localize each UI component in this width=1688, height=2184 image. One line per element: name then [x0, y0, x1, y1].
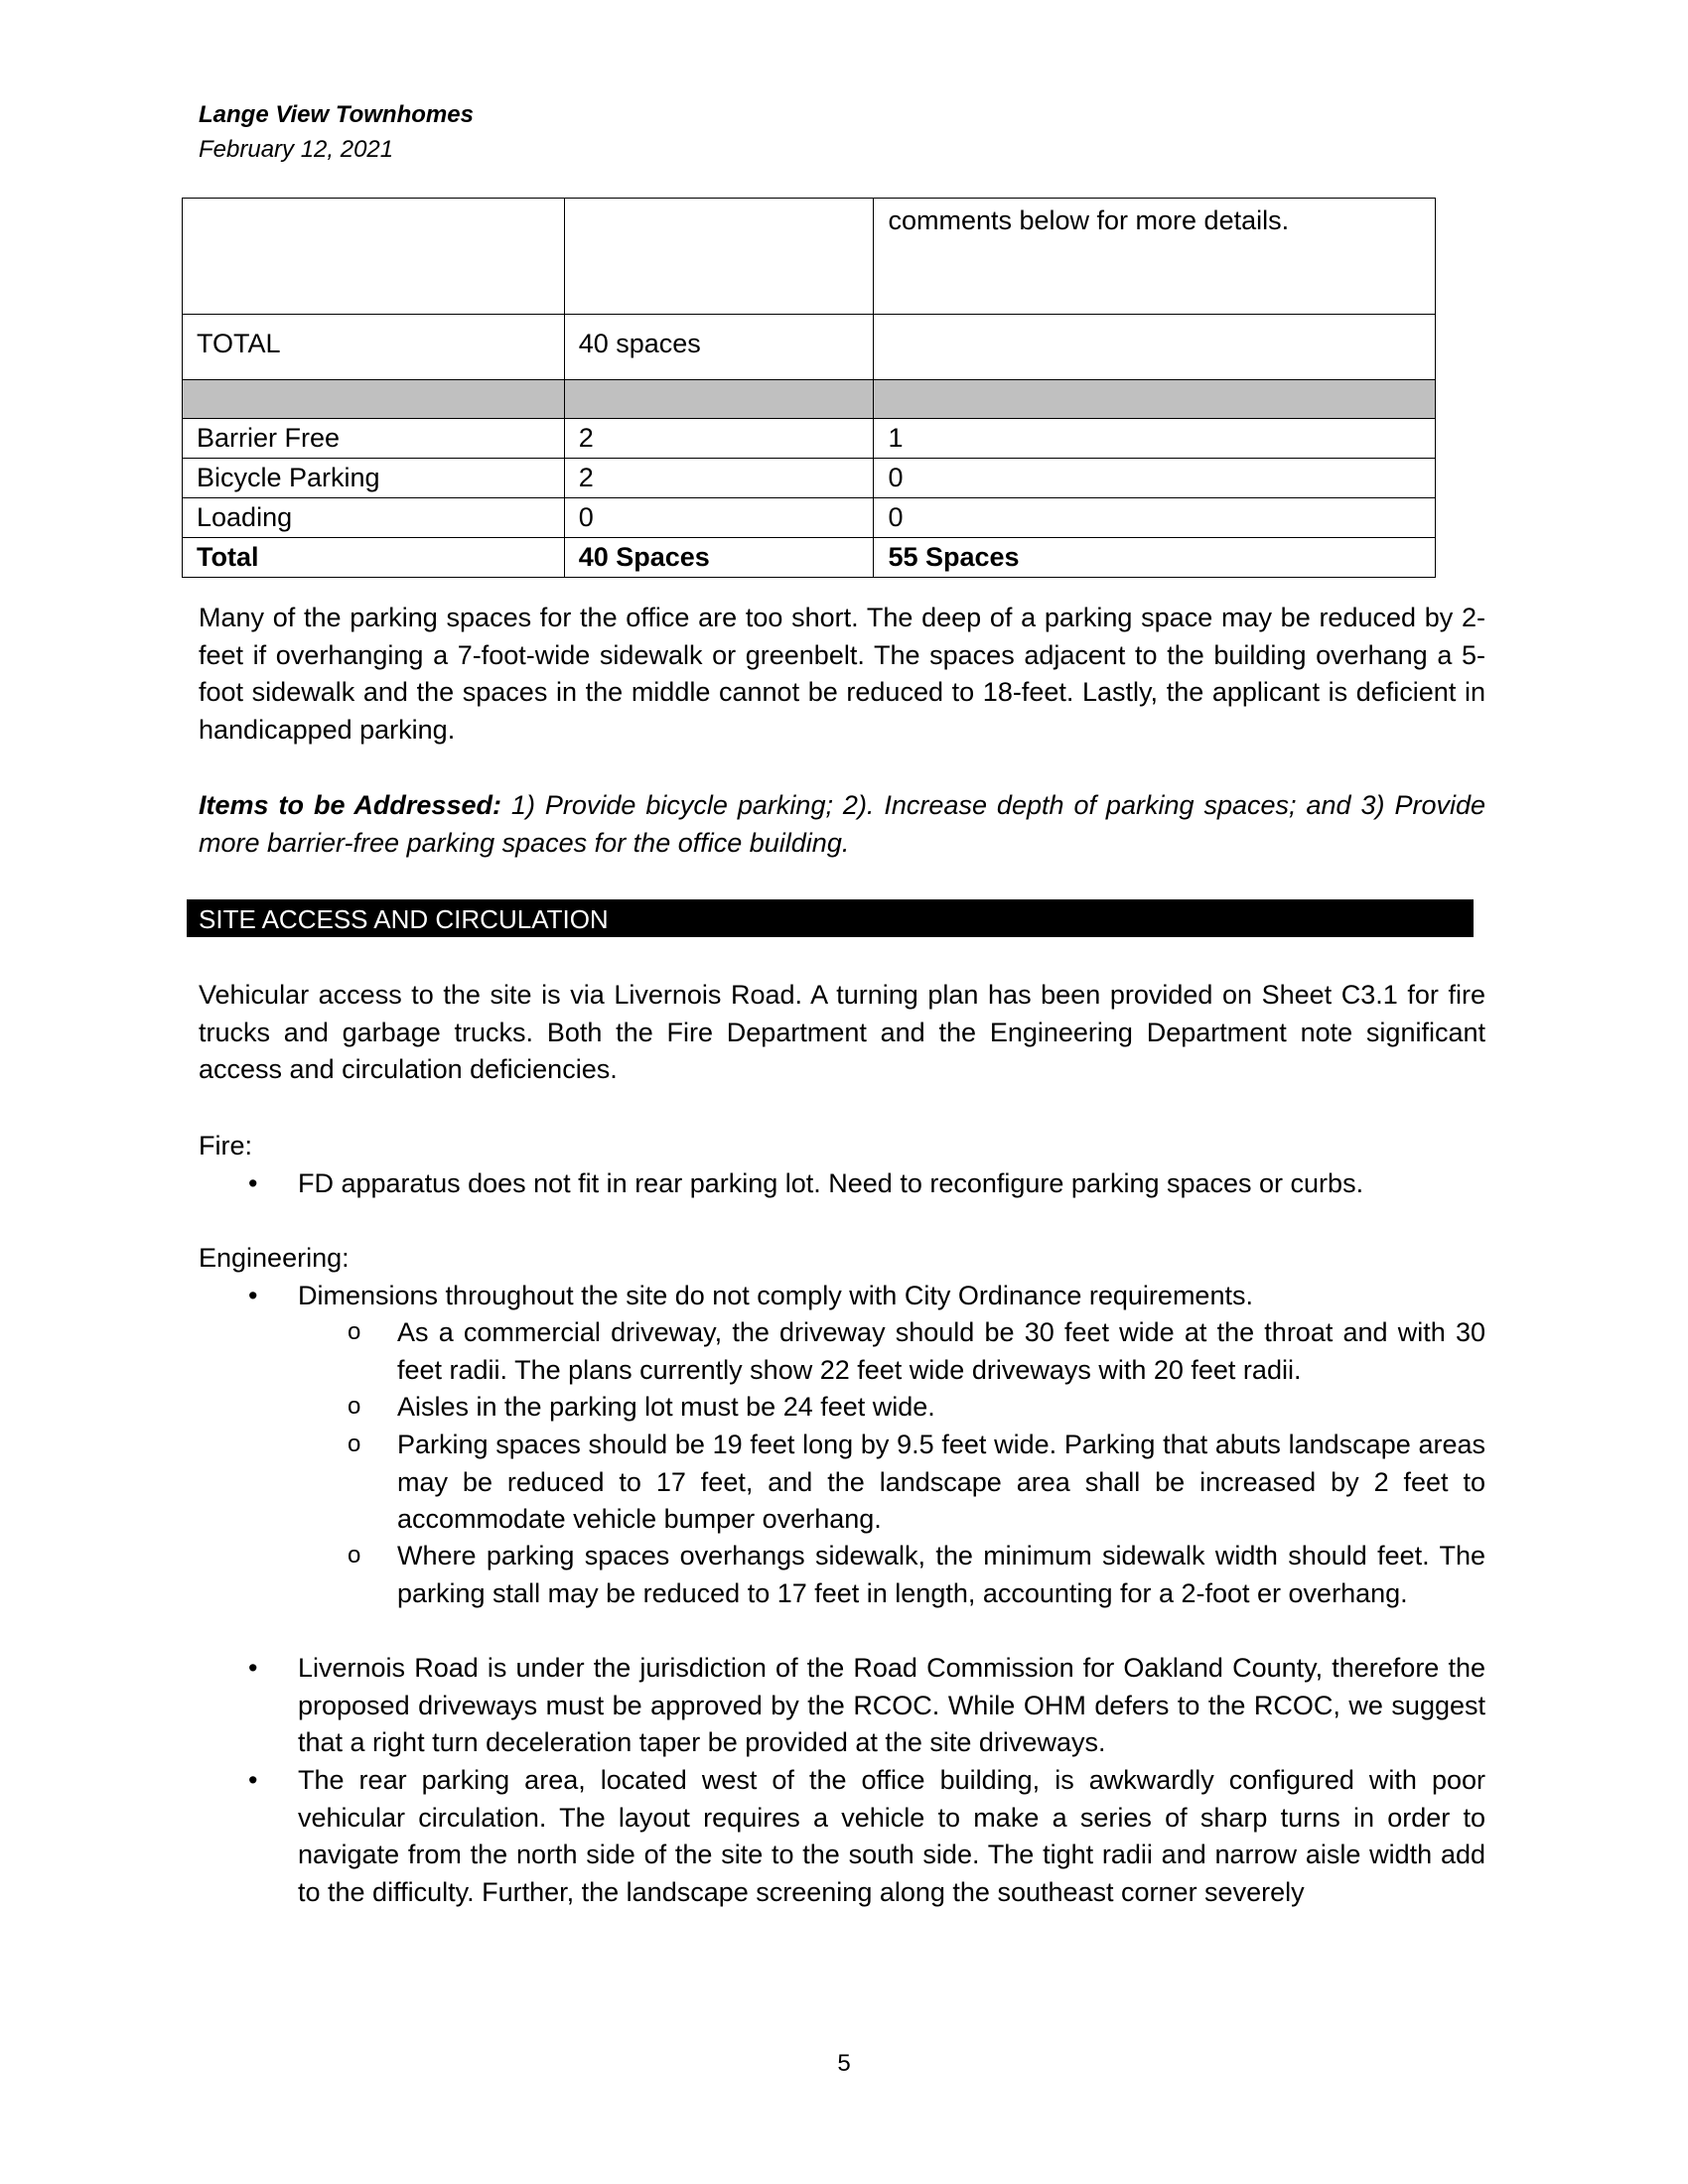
fire-label: Fire: [199, 1131, 252, 1160]
sub-bullet-text: Where parking spaces overhangs sidewalk, the minimum sidewalk width should feet. The parking stall may be reduced to 17 feet in length, accounting for a 2-foot er overhang. [397, 1541, 1485, 1608]
table-row [183, 419, 1436, 459]
parking-paragraph: Many of the parking spaces for the office are too short. The deep of a parking space may be reduced by 2-feet if overhanging a 7-foot-wide sidewalk or greenbelt. The spaces adjacent to the building overhang a 5-foot sidewalk and the spaces in the middle cannot be reduced to 18-feet. Lastly, the applicant is deficient in handicapped parking. [199, 603, 1485, 745]
table-cell: Loading [183, 498, 565, 538]
engineering-sub-4 [348, 1538, 1485, 1612]
page-number: 5 [837, 2050, 851, 2077]
table-cell: 0 [564, 498, 874, 538]
table-cell [183, 380, 565, 419]
table-row-final-total [183, 538, 1436, 578]
table-cell: 55 Spaces [874, 538, 1436, 578]
parking-table [182, 198, 1436, 578]
engineering-sub-1 [348, 1314, 1485, 1389]
bullet-text: FD apparatus does not fit in rear parking lot. Need to reconfigure parking spaces or curbs. [298, 1168, 1364, 1198]
engineering-label: Engineering: [199, 1243, 350, 1273]
engineering-bullet-1 [248, 1278, 1485, 1315]
table-cell: 2 [564, 419, 874, 459]
header-title: Lange View Townhomes [199, 101, 474, 128]
table-cell [874, 380, 1436, 419]
table-cell: 1 [874, 419, 1436, 459]
table-cell: Barrier Free [183, 419, 565, 459]
engineering-sub-3 [348, 1427, 1485, 1539]
table-cell: 0 [874, 498, 1436, 538]
bullet-icon: • [248, 1281, 258, 1310]
items-label: Items to be Addressed: [199, 790, 501, 820]
table-row [183, 459, 1436, 498]
table-cell: Total [183, 538, 565, 578]
items-text: 1) Provide bicycle parking; 2). Increase depth of parking spaces; and 3) Provide more barrier-free parking spaces for the office building. [199, 790, 1486, 858]
section-heading: SITE ACCESS AND CIRCULATION [187, 899, 1474, 937]
table-cell [874, 315, 1436, 380]
table-cell [183, 199, 565, 315]
table-cell: 40 Spaces [564, 538, 874, 578]
bullet-icon: • [248, 1168, 258, 1198]
access-paragraph: Vehicular access to the site is via Livernois Road. A turning plan has been provided on Sheet C3.1 for fire trucks and garbage trucks. Both the Fire Department and the Engineering Department note significant access and circulation deficiencies. [199, 980, 1485, 1084]
table-cell [564, 380, 874, 419]
bullet-text: Dimensions throughout the site do not comply with City Ordinance requirements. [298, 1281, 1253, 1310]
sub-bullet-icon: o [348, 1431, 361, 1457]
table-cell: Bicycle Parking [183, 459, 565, 498]
table-cell: 0 [874, 459, 1436, 498]
table-row [183, 199, 1436, 315]
bullet-icon: • [248, 1653, 258, 1683]
bullet-text: Livernois Road is under the jurisdiction of the Road Commission for Oakland County, therefore the proposed driveways must be approved by the RCOC. While OHM defers to the RCOC, we suggest that a right turn deceleration taper be provided at the site driveways. [298, 1653, 1485, 1757]
engineering-bullet-2 [248, 1650, 1485, 1762]
table-cell: 2 [564, 459, 874, 498]
sub-bullet-icon: o [348, 1318, 361, 1345]
table-row-total [183, 315, 1436, 380]
header-date: February 12, 2021 [199, 136, 394, 163]
table-row-separator [183, 380, 1436, 419]
bullet-icon: • [248, 1765, 258, 1795]
table-cell: 40 spaces [564, 315, 874, 380]
sub-bullet-text: Aisles in the parking lot must be 24 feet wide. [397, 1392, 935, 1422]
engineering-sub-2 [348, 1389, 1485, 1427]
fire-bullet [248, 1165, 1485, 1203]
sub-bullet-icon: o [348, 1542, 361, 1569]
table-cell: TOTAL [183, 315, 565, 380]
sub-bullet-text: As a commercial driveway, the driveway should be 30 feet wide at the throat and with 30 feet radii. The plans currently show 22 feet wide driveways with 20 feet radii. [397, 1317, 1485, 1385]
table-cell: comments below for more details. [874, 199, 1436, 315]
engineering-bullet-3 [248, 1762, 1485, 1911]
bullet-text: The rear parking area, located west of the office building, is awkwardly configured with poor vehicular circulation. The layout requires a vehicle to make a series of sharp turns in order to navigate from the north side of the site to the south side. The tight radii and narrow aisle width add to the difficulty. Further, the landscape screening along the southeast corner severely [298, 1765, 1485, 1907]
items-to-address [199, 787, 1485, 862]
table-row [183, 498, 1436, 538]
sub-bullet-icon: o [348, 1393, 361, 1420]
sub-bullet-text: Parking spaces should be 19 feet long by 9.5 feet wide. Parking that abuts landscape areas may be reduced to 17 feet, and the landscape area shall be increased by 2 feet to accommodate vehicle bumper overhang. [397, 1430, 1485, 1534]
table-cell [564, 199, 874, 315]
